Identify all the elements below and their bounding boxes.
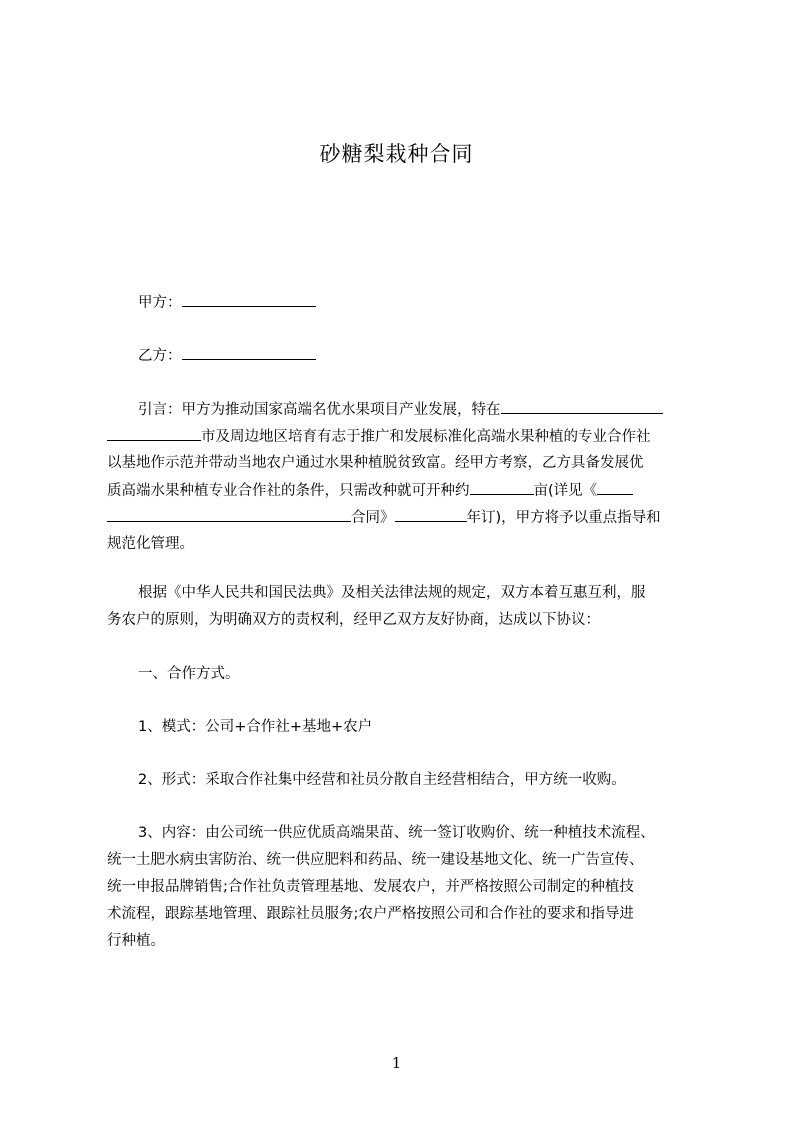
intro-blank-acreage — [470, 480, 534, 495]
party-b-blank — [182, 345, 316, 360]
intro-line-1 — [138, 399, 663, 420]
page-number: 1 — [391, 1054, 402, 1072]
party-a-line — [138, 292, 316, 313]
intro-line-4 — [107, 480, 633, 501]
party-a-blank — [182, 292, 316, 307]
item-2-form: 2、形式：采取合作社集中经营和社员分散自主经营相结合，甲方统一收购。 — [138, 772, 626, 788]
item-3-line-3: 统一申报品牌销售;合作社负责管理基地、发展农户，并严格按照公司制定的种植技 — [107, 879, 634, 895]
intro-blank-location — [501, 399, 663, 414]
intro-text-2: 市及周边地区培育有志于推广和发展标准化高端水果种植的专业合作社 — [201, 429, 651, 445]
intro-blank-city — [107, 426, 201, 441]
party-a-label: 甲方： — [138, 295, 182, 311]
party-b-label: 乙方： — [138, 348, 182, 364]
intro-text-3: 以基地作示范并带动当地农户通过水果种植脱贫致富。经甲方考察，乙方具备发展优 — [107, 455, 644, 471]
intro-blank-contract-name — [107, 507, 351, 522]
section-1-heading: 一、合作方式。 — [138, 666, 240, 682]
intro-text-5a: 合同》 — [351, 510, 395, 526]
intro-line-6 — [107, 534, 194, 554]
item-3-line-4: 术流程，跟踪基地管理、跟踪社员服务;农户严格按照公司和合作社的要求和指导进 — [107, 906, 634, 922]
basis-text-1: 根据《中华人民共和国民法典》及相关法律法规的规定，双方本着互惠互利，服 — [138, 585, 646, 601]
party-b-line — [138, 345, 316, 366]
item-3-line-1: 3、内容：由公司统一供应优质高端果苗、统一签订收购价、统一种植技术流程、 — [138, 825, 655, 841]
intro-text-1: 引言：甲方为推动国家高端名优水果项目产业发展，特在 — [138, 402, 501, 418]
intro-blank-year — [395, 507, 467, 522]
basis-line-2 — [107, 610, 600, 630]
item-1-mode: 1、模式：公司+合作社+基地+农户 — [138, 719, 373, 735]
intro-line-3 — [107, 453, 644, 473]
basis-line-1 — [138, 583, 646, 603]
intro-text-4b: 亩(详见《 — [533, 483, 598, 499]
intro-text-4a: 质高端水果种植专业合作社的条件，只需改种就可开种约 — [107, 483, 470, 499]
item-3-line-2: 统一土肥水病虫害防治、统一供应肥料和药品、统一建设基地文化、统一广告宣传、 — [107, 852, 644, 868]
intro-text-5b: 年订)，甲方将予以重点指导和 — [466, 510, 661, 526]
basis-text-2: 务农户的原则，为明确双方的责权利，经甲乙双方友好协商，达成以下协议： — [107, 612, 600, 628]
intro-text-6: 规范化管理。 — [107, 536, 194, 552]
item-3-line-5: 行种植。 — [107, 933, 165, 949]
intro-line-5 — [107, 507, 661, 528]
intro-line-2 — [107, 426, 651, 447]
document-title: 砂糖梨栽种合同 — [319, 142, 474, 166]
intro-blank-contract-name-start — [597, 480, 633, 495]
